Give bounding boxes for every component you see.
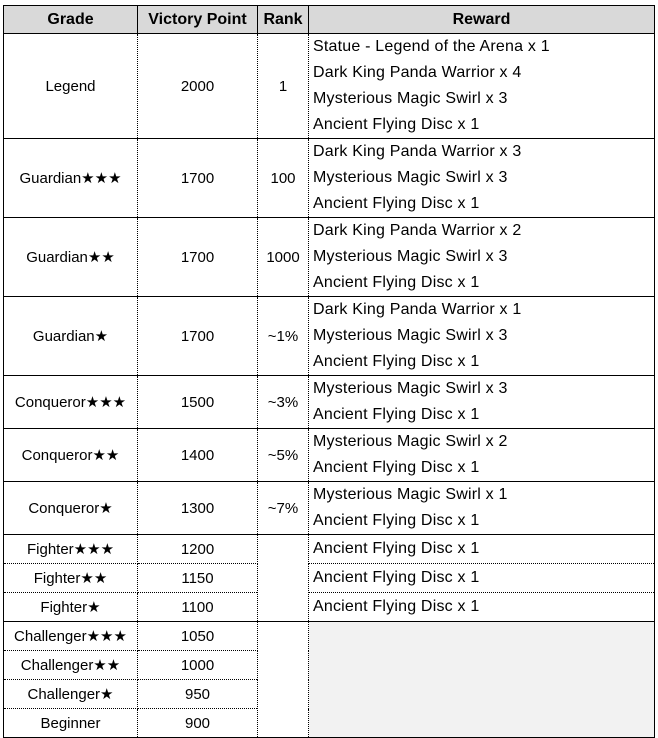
- grade-cell: Conqueror★★★: [4, 376, 138, 429]
- table-row: [4, 482, 655, 535]
- header-rank: Rank: [258, 6, 309, 34]
- reward-cell: [309, 218, 655, 297]
- reward-cell: [309, 297, 655, 376]
- victory-point-cell: 1300: [138, 482, 258, 535]
- header-row: [4, 6, 655, 34]
- victory-point-cell: 1050: [138, 622, 258, 651]
- rank-cell: ~3%: [258, 376, 309, 429]
- table-row: [4, 593, 655, 622]
- victory-point-cell: 2000: [138, 34, 258, 139]
- header-grade: Grade: [4, 6, 138, 34]
- reward-table: [3, 5, 655, 738]
- table-row: [4, 535, 655, 564]
- reward-cell: [309, 139, 655, 218]
- reward-line: Ancient Flying Disc x 1: [313, 406, 480, 423]
- table-row: [4, 218, 655, 297]
- rank-cell: ~7%: [258, 482, 309, 535]
- header-victory-point: Victory Point: [138, 6, 258, 34]
- grade-cell: Conqueror★: [4, 482, 138, 535]
- reward-cell: [309, 34, 655, 139]
- victory-point-cell: 1700: [138, 139, 258, 218]
- grade-cell: Guardian★★: [4, 218, 138, 297]
- grade-cell: Beginner: [4, 709, 138, 738]
- reward-line: Ancient Flying Disc x 1: [313, 195, 480, 212]
- reward-line: Mysterious Magic Swirl x 2: [313, 433, 508, 450]
- table-row: [4, 297, 655, 376]
- victory-point-cell: 1100: [138, 593, 258, 622]
- reward-line: Dark King Panda Warrior x 3: [313, 143, 522, 160]
- grade-cell: Fighter★★: [4, 564, 138, 593]
- table-row: [4, 622, 655, 651]
- grade-cell: Conqueror★★: [4, 429, 138, 482]
- table-row: [4, 564, 655, 593]
- victory-point-cell: 900: [138, 709, 258, 738]
- reward-line: Ancient Flying Disc x 1: [313, 274, 480, 291]
- rank-cell: ~5%: [258, 429, 309, 482]
- table-row: [4, 429, 655, 482]
- victory-point-cell: 1500: [138, 376, 258, 429]
- grade-cell: Guardian★: [4, 297, 138, 376]
- victory-point-cell: 1150: [138, 564, 258, 593]
- reward-line: Mysterious Magic Swirl x 1: [313, 486, 508, 503]
- reward-cell: [309, 482, 655, 535]
- table-row: [4, 139, 655, 218]
- reward-line: Mysterious Magic Swirl x 3: [313, 169, 508, 186]
- table-row: [4, 376, 655, 429]
- rank-cell: 1000: [258, 218, 309, 297]
- victory-point-cell: 1000: [138, 651, 258, 680]
- victory-point-cell: 1400: [138, 429, 258, 482]
- reward-line: Ancient Flying Disc x 1: [313, 116, 480, 133]
- grade-cell: Fighter★: [4, 593, 138, 622]
- reward-line: Dark King Panda Warrior x 4: [313, 64, 522, 81]
- reward-line: Mysterious Magic Swirl x 3: [313, 327, 508, 344]
- rank-cell: 100: [258, 139, 309, 218]
- reward-line: Ancient Flying Disc x 1: [313, 512, 480, 529]
- reward-cell: Ancient Flying Disc x 1: [309, 564, 655, 593]
- rank-cell-empty: [258, 622, 309, 738]
- reward-line: Mysterious Magic Swirl x 3: [313, 248, 508, 265]
- rank-cell: 1: [258, 34, 309, 139]
- grade-cell: Challenger★★: [4, 651, 138, 680]
- reward-line: Ancient Flying Disc x 1: [313, 353, 480, 370]
- reward-line: Dark King Panda Warrior x 1: [313, 301, 522, 318]
- grade-cell: Fighter★★★: [4, 535, 138, 564]
- reward-line: Dark King Panda Warrior x 2: [313, 222, 522, 239]
- reward-cell: Ancient Flying Disc x 1: [309, 593, 655, 622]
- grade-cell: Guardian★★★: [4, 139, 138, 218]
- table-row: [4, 34, 655, 139]
- reward-cell: Ancient Flying Disc x 1: [309, 535, 655, 564]
- rank-cell-empty: [258, 535, 309, 622]
- reward-line: Ancient Flying Disc x 1: [313, 459, 480, 476]
- victory-point-cell: 1700: [138, 218, 258, 297]
- header-reward: Reward: [309, 6, 655, 34]
- grade-cell: Challenger★★★: [4, 622, 138, 651]
- grade-cell: Challenger★: [4, 680, 138, 709]
- reward-cell: [309, 376, 655, 429]
- victory-point-cell: 1700: [138, 297, 258, 376]
- victory-point-cell: 1200: [138, 535, 258, 564]
- reward-line: Statue - Legend of the Arena x 1: [313, 38, 550, 55]
- rank-cell: ~1%: [258, 297, 309, 376]
- grade-cell: Legend: [4, 34, 138, 139]
- reward-line: Mysterious Magic Swirl x 3: [313, 90, 508, 107]
- reward-cell-empty: [309, 622, 655, 738]
- reward-line: Mysterious Magic Swirl x 3: [313, 380, 508, 397]
- victory-point-cell: 950: [138, 680, 258, 709]
- reward-cell: [309, 429, 655, 482]
